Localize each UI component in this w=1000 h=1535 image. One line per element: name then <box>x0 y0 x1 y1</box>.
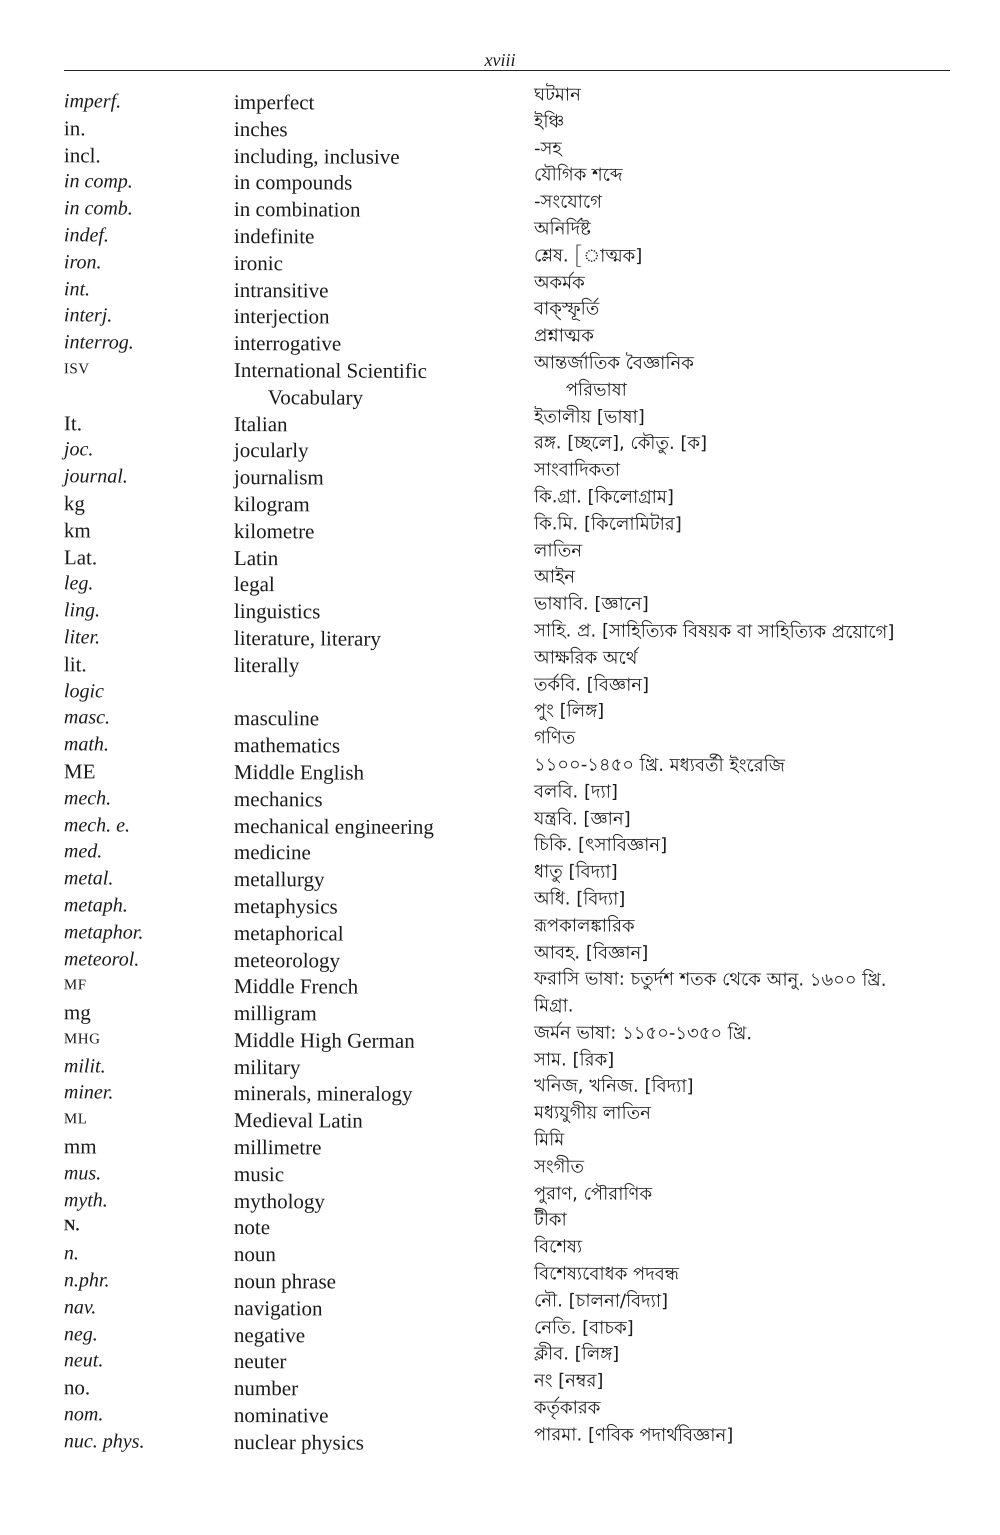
entry-english-meaning <box>234 973 534 1001</box>
entry-abbreviation: ling. <box>63 599 101 622</box>
bengali-meaning-text: ইঞ্চি <box>533 111 565 133</box>
bengali-meaning-text: যৌগিক শব্দে <box>533 164 623 187</box>
english-meaning-text: millimetre <box>233 1135 322 1160</box>
entry-bengali-meaning <box>534 565 1000 594</box>
entry-abbreviation: N. <box>63 1217 80 1235</box>
entry-abbreviation: miner. <box>63 1081 114 1104</box>
entry-abbreviation: interj. <box>63 304 113 327</box>
english-meaning-text: literally <box>233 652 300 678</box>
entry-abbreviation: n.phr. <box>63 1269 110 1292</box>
entry-bengali-meaning <box>534 1181 1000 1210</box>
english-meaning-text: meteorology <box>233 947 341 972</box>
entry-english-meaning <box>234 411 534 439</box>
entry-abbreviation: metaph. <box>63 894 128 917</box>
entry-abbreviation: mech. <box>63 786 112 810</box>
bengali-meaning-text: সাম. [রিক] <box>533 1049 615 1071</box>
english-meaning-text: neuter <box>233 1349 287 1374</box>
entry-abbreviation: journal. <box>63 465 128 488</box>
entry-bengali-meaning <box>534 672 1000 701</box>
english-meaning-text: legal <box>233 572 275 597</box>
bengali-meaning-text: লাতিন <box>533 539 583 562</box>
bengali-meaning-continuation: পরিভাষা <box>565 379 627 401</box>
entry-abbreviation: leg. <box>63 572 94 595</box>
entry-english-meaning <box>234 866 534 894</box>
entry-bengali-meaning <box>534 457 1000 486</box>
entry-english-meaning <box>234 1214 534 1242</box>
entry-abbreviation: mus. <box>63 1162 102 1185</box>
entry-abbreviation: imperf. <box>63 90 122 113</box>
entry-english-meaning <box>234 1134 534 1162</box>
english-meaning-text: metallurgy <box>233 867 325 892</box>
entry-abbreviation: iron. <box>63 251 102 274</box>
abbreviation-entry <box>0 1424 1000 1459</box>
entry-bengali-meaning <box>534 82 1000 111</box>
bengali-meaning-text: ঘটমান <box>533 84 581 106</box>
entry-bengali-meaning <box>534 591 1000 620</box>
english-meaning-text: Italian <box>233 411 288 436</box>
entry-abbreviation: ME <box>63 759 96 784</box>
entry-english-meaning <box>234 759 534 787</box>
english-meaning-text: Medieval Latin <box>233 1108 363 1133</box>
entry-abbreviation: interrog. <box>63 331 134 354</box>
entry-abbreviation: in comp. <box>63 170 133 193</box>
entry-bengali-meaning <box>534 940 1000 969</box>
bengali-meaning-text: কি.গ্রা. [কিলোগ্রাম] <box>533 486 674 508</box>
entry-english-meaning <box>234 1241 534 1269</box>
entry-english-meaning <box>234 1161 534 1189</box>
bengali-meaning-text: নৌ. [চালনা/বিদ্যা] <box>533 1290 669 1312</box>
bengali-meaning-text: অধি. [বিদ্যা] <box>533 888 626 910</box>
english-meaning-text: noun <box>233 1242 276 1267</box>
entry-bengali-meaning <box>534 859 1000 888</box>
entry-bengali-meaning <box>534 350 1000 406</box>
entry-bengali-meaning <box>534 1020 1000 1049</box>
entry-bengali-meaning <box>534 967 1000 996</box>
entry-bengali-meaning <box>534 752 1000 781</box>
entry-abbreviation: mg <box>63 1000 91 1025</box>
entry-english-meaning <box>234 732 534 760</box>
bengali-meaning-text: কি.মি. [কিলোমিটার] <box>533 513 682 535</box>
entry-abbreviation: in. <box>63 116 86 141</box>
entry-english-meaning <box>234 598 534 626</box>
bengali-meaning-text: কর্তৃকারক <box>533 1397 601 1419</box>
bengali-meaning-text: মিমি <box>533 1129 565 1151</box>
bengali-meaning-text: রূপকালঙ্কারিক <box>533 915 635 937</box>
english-meaning-text: nominative <box>233 1403 329 1428</box>
entry-abbreviation: metal. <box>63 867 114 890</box>
bengali-meaning-text: আক্ষরিক অর্থে <box>533 647 638 669</box>
entry-bengali-meaning <box>534 725 1000 754</box>
entry-bengali-meaning <box>534 431 1000 460</box>
bengali-meaning-text: নেতি. [বাচক] <box>533 1316 634 1339</box>
entry-abbreviation: med. <box>63 840 103 863</box>
entry-bengali-meaning <box>534 833 1000 862</box>
entry-bengali-meaning <box>534 1235 1000 1264</box>
entry-english-meaning <box>234 330 534 358</box>
english-meaning-text: noun phrase <box>233 1269 337 1294</box>
bengali-meaning-text: টীকা <box>533 1209 567 1231</box>
english-meaning-text: ironic <box>233 250 283 276</box>
entry-bengali-meaning <box>534 1101 1000 1130</box>
entry-english-meaning <box>234 169 534 197</box>
bengali-meaning-text: ভাষাবি. [জ্ঞানে] <box>533 593 649 615</box>
entry-abbreviation: incl. <box>63 142 101 168</box>
entry-abbreviation: metaphor. <box>63 920 144 944</box>
bengali-meaning-text: সংগীত <box>533 1156 585 1178</box>
english-meaning-text: Middle French <box>233 974 359 999</box>
bengali-meaning-text: তর্কবি. [বিজ্ঞান] <box>533 673 650 696</box>
bengali-meaning-text: ইতালীয় [ভাষা] <box>533 405 645 428</box>
bengali-meaning-text: রঙ্গ. [চ্ছলে], কৌতু. [ক] <box>533 432 708 455</box>
entry-bengali-meaning <box>534 1342 1000 1371</box>
entry-bengali-meaning <box>534 404 1000 433</box>
entry-abbreviation: mm <box>63 1134 97 1159</box>
bengali-meaning-text: ধাতু [বিদ্যা] <box>533 861 618 883</box>
entry-english-meaning <box>234 464 534 492</box>
bengali-meaning-text: সাহি. প্র. [সাহিত্যিক বিষয়ক বা সাহিত্যিক প্রয়োগে] <box>533 620 895 643</box>
entry-english-meaning <box>234 518 534 546</box>
entry-english-meaning <box>234 1081 534 1109</box>
entry-english-meaning <box>234 223 534 251</box>
entry-bengali-meaning <box>534 1288 1000 1317</box>
bengali-meaning-text: বিশেষ্যবোধক পদবন্ধ <box>533 1263 680 1286</box>
english-meaning-text: Latin <box>233 545 279 570</box>
bengali-meaning-text: চিকি. [ৎসাবিজ্ঞান] <box>533 834 668 857</box>
bengali-meaning-text: নং [নম্বর] <box>533 1370 604 1392</box>
bengali-meaning-text: অনির্দিষ্ট <box>533 218 591 240</box>
entry-abbreviation: indef. <box>63 224 109 247</box>
bengali-meaning-text: ক্লীব. [লিঙ্গ] <box>533 1343 620 1366</box>
english-meaning-text: including, inclusive <box>233 143 400 169</box>
english-meaning-text: metaphorical <box>233 920 344 946</box>
bengali-meaning-text: গণিত <box>533 727 576 749</box>
english-meaning-text: medicine <box>233 840 311 865</box>
entry-abbreviation: mech. e. <box>63 813 131 837</box>
entry-bengali-meaning <box>534 1074 1000 1103</box>
bengali-meaning-text: -সংযোগে <box>533 191 603 213</box>
entry-bengali-meaning <box>534 1208 1000 1237</box>
english-meaning-text: in compounds <box>233 170 353 195</box>
entry-english-meaning <box>234 250 534 278</box>
entry-abbreviation: nav. <box>63 1296 97 1319</box>
entry-english-meaning <box>234 1295 534 1323</box>
entry-bengali-meaning <box>534 1369 1000 1398</box>
entry-bengali-meaning <box>534 109 1000 138</box>
entry-english-meaning <box>234 652 534 680</box>
english-meaning-continuation: Vocabulary <box>267 384 364 410</box>
bengali-meaning-text: যন্ত্রবি. [জ্ঞান] <box>533 807 631 830</box>
entry-english-meaning <box>234 813 534 841</box>
english-meaning-text: minerals, mineralogy <box>233 1081 413 1107</box>
entry-abbreviation: myth. <box>63 1188 108 1212</box>
bengali-meaning-text: খনিজ, খনিজ. [বিদ্যা] <box>533 1075 694 1098</box>
abbreviation-list <box>0 84 1000 1455</box>
entry-abbreviation: lit. <box>63 652 87 677</box>
entry-bengali-meaning <box>534 216 1000 245</box>
bengali-meaning-text: আইন <box>533 566 576 588</box>
entry-english-meaning <box>234 89 534 117</box>
english-meaning-text: masculine <box>233 706 320 731</box>
entry-abbreviation: ML <box>63 1111 88 1128</box>
entry-bengali-meaning <box>534 618 1000 647</box>
english-meaning-text: military <box>233 1054 301 1079</box>
entry-bengali-meaning <box>534 297 1000 326</box>
entry-bengali-meaning <box>534 699 1000 728</box>
entry-english-meaning <box>234 1429 534 1457</box>
entry-bengali-meaning <box>534 324 1000 353</box>
bengali-meaning-text: বিশেষ্য <box>533 1236 583 1258</box>
entry-english-meaning <box>234 491 534 519</box>
entry-bengali-meaning <box>534 243 1000 272</box>
entry-english-meaning <box>234 357 534 412</box>
english-meaning-text: metaphysics <box>233 893 338 919</box>
entry-abbreviation: kg <box>63 491 85 516</box>
entry-abbreviation: int. <box>63 277 91 300</box>
english-meaning-text: mythology <box>233 1188 326 1214</box>
english-meaning-text: inches <box>233 116 288 142</box>
entry-abbreviation: Lat. <box>63 544 98 569</box>
english-meaning-text: kilogram <box>233 491 310 517</box>
entry-english-meaning <box>234 1268 534 1296</box>
bengali-meaning-text: বলবি. [দ্যা] <box>533 781 619 803</box>
entry-bengali-meaning <box>534 1047 1000 1076</box>
entry-english-meaning <box>234 786 534 814</box>
entry-english-meaning <box>234 839 534 867</box>
entry-abbreviation: ISV <box>63 361 90 378</box>
entry-english-meaning <box>234 1402 534 1430</box>
entry-abbreviation: meteorol. <box>63 947 140 971</box>
entry-abbreviation: n. <box>63 1242 79 1265</box>
bengali-meaning-text: অকর্মক <box>533 271 585 294</box>
entry-english-meaning <box>234 1322 534 1350</box>
entry-english-meaning <box>234 920 534 948</box>
entry-abbreviation: in comb. <box>63 197 133 220</box>
entry-abbreviation: It. <box>63 410 83 435</box>
entry-english-meaning <box>234 116 534 144</box>
entry-bengali-meaning <box>534 913 1000 942</box>
bengali-meaning-text: পুরাণ, পৌরাণিক <box>533 1183 653 1205</box>
bengali-meaning-text: পারমা. [ণবিক পদার্থবিজ্ঞান] <box>533 1424 734 1447</box>
english-meaning-text: literature, literary <box>233 625 381 651</box>
page-number: xviii <box>484 50 516 70</box>
english-meaning-text: jocularly <box>233 438 309 463</box>
entry-bengali-meaning <box>534 1315 1000 1344</box>
english-meaning-text: number <box>233 1376 299 1401</box>
english-meaning-text: note <box>233 1215 271 1240</box>
english-meaning-text: indefinite <box>233 224 315 249</box>
entry-english-meaning <box>234 1027 534 1055</box>
english-meaning-text: navigation <box>233 1295 323 1321</box>
english-meaning-text: Middle English <box>233 759 365 785</box>
entry-english-meaning <box>234 893 534 921</box>
entry-english-meaning <box>234 196 534 224</box>
bengali-meaning-text: আবহ. [বিজ্ঞান] <box>533 941 649 964</box>
entry-english-meaning <box>234 277 534 305</box>
english-meaning-text: nuclear physics <box>233 1429 365 1455</box>
entry-abbreviation: nuc. phys. <box>63 1430 145 1453</box>
entry-bengali-meaning <box>534 270 1000 299</box>
entry-abbreviation: neut. <box>63 1349 104 1372</box>
entry-english-meaning <box>234 1054 534 1082</box>
bengali-meaning-text: পুং [লিঙ্গ] <box>533 700 605 722</box>
entry-bengali-meaning <box>534 511 1000 540</box>
entry-abbreviation: joc. <box>63 438 94 461</box>
entry-abbreviation: milit. <box>63 1054 106 1078</box>
entry-english-meaning <box>234 625 534 653</box>
english-meaning-text: mechanics <box>233 786 323 812</box>
entry-bengali-meaning <box>534 538 1000 567</box>
entry-bengali-meaning <box>534 645 1000 674</box>
entry-abbreviation: MHG <box>63 1031 101 1048</box>
bengali-meaning-text: জর্মন ভাষা: ১১৫০-১৩৫০ খ্রি. <box>533 1022 753 1045</box>
english-meaning-text: in combination <box>233 197 361 222</box>
bengali-meaning-text: প্রশ্নাত্মক <box>533 325 594 347</box>
entry-english-meaning <box>234 143 534 171</box>
bengali-meaning-text: মিগ্রা. <box>533 995 574 1017</box>
bengali-meaning-text: শ্লেষ. [াত্মক] <box>533 245 643 267</box>
entry-abbreviation: masc. <box>63 706 111 729</box>
entry-bengali-meaning <box>534 779 1000 808</box>
bengali-meaning-text: ১১০০-১৪৫০ খ্রি. মধ্যবর্তী ইংরেজি <box>533 754 785 777</box>
english-meaning-text: milligram <box>233 1001 317 1026</box>
english-meaning-text: intransitive <box>233 277 329 303</box>
english-meaning-text: International Scientific <box>233 357 428 383</box>
entry-bengali-meaning <box>534 1422 1000 1451</box>
entry-english-meaning <box>234 1375 534 1403</box>
english-meaning-text: music <box>233 1161 285 1187</box>
bengali-meaning-text: সাংবাদিকতা <box>533 459 621 481</box>
entry-bengali-meaning <box>534 136 1000 165</box>
english-meaning-text: mathematics <box>233 733 341 758</box>
entry-abbreviation: logic <box>63 679 104 702</box>
entry-bengali-meaning <box>534 886 1000 915</box>
bengali-meaning-text: ফরাসি ভাষা: চতুর্দশ শতক থেকে আনু. ১৬০০ খ্রি. <box>533 968 887 992</box>
english-meaning-text: interrogative <box>233 331 342 356</box>
entry-bengali-meaning <box>534 1127 1000 1156</box>
bengali-meaning-text: -সহ <box>533 137 562 160</box>
english-meaning-text: journalism <box>233 465 324 490</box>
entry-english-meaning <box>234 437 534 465</box>
bengali-meaning-text: বাক্‌স্ফূর্তি <box>533 298 600 320</box>
entry-english-meaning <box>234 571 534 599</box>
entry-bengali-meaning <box>534 1395 1000 1424</box>
bengali-meaning-text: আন্তর্জাতিক বৈজ্ঞানিক <box>533 352 694 374</box>
english-meaning-text: Middle High German <box>233 1027 415 1053</box>
entry-abbreviation: MF <box>63 977 87 994</box>
english-meaning-text: interjection <box>233 304 330 329</box>
entry-english-meaning <box>234 1000 534 1028</box>
entry-abbreviation: neg. <box>63 1322 98 1346</box>
entry-abbreviation: liter. <box>63 626 101 649</box>
entry-english-meaning <box>234 1348 534 1376</box>
entry-english-meaning <box>234 545 534 573</box>
entry-english-meaning <box>234 303 534 331</box>
entry-english-meaning <box>234 705 534 733</box>
entry-bengali-meaning <box>534 806 1000 835</box>
entry-bengali-meaning <box>534 1154 1000 1183</box>
english-meaning-text: negative <box>233 1322 306 1347</box>
english-meaning-text: imperfect <box>233 90 315 115</box>
entry-bengali-meaning <box>534 993 1000 1022</box>
english-meaning-text: linguistics <box>233 599 321 624</box>
entry-bengali-meaning <box>534 163 1000 192</box>
entry-abbreviation: math. <box>63 733 109 756</box>
entry-english-meaning <box>234 1107 534 1135</box>
bengali-meaning-text: মধ্যযুগীয় লাতিন <box>533 1102 652 1125</box>
entry-bengali-meaning <box>534 484 1000 513</box>
english-meaning-text: kilometre <box>233 518 315 544</box>
entry-abbreviation: km <box>63 518 91 543</box>
entry-abbreviation: no. <box>63 1375 91 1400</box>
entry-english-meaning <box>234 947 534 975</box>
english-meaning-text: mechanical engineering <box>233 813 434 839</box>
entry-english-meaning <box>234 1188 534 1216</box>
entry-bengali-meaning <box>534 1261 1000 1290</box>
entry-bengali-meaning <box>534 190 1000 219</box>
entry-abbreviation: nom. <box>63 1403 104 1426</box>
header-rule <box>64 70 950 71</box>
